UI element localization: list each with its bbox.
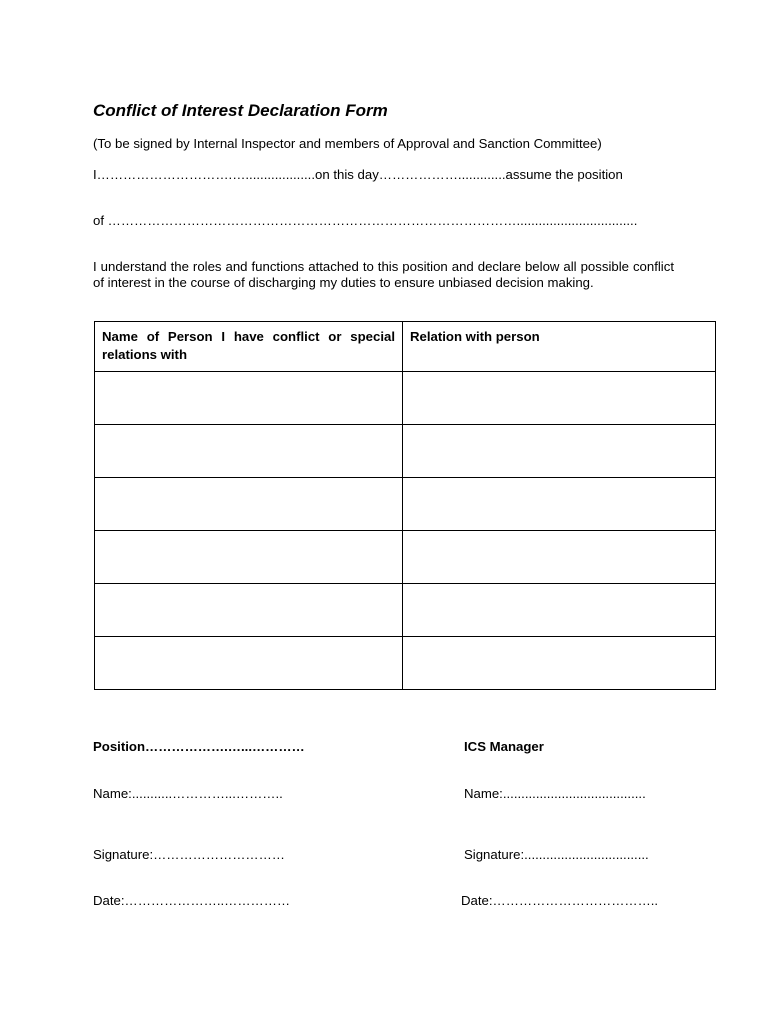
table-row (95, 637, 716, 690)
ics-manager-date-field: Date:……………………………….. (461, 893, 659, 908)
declarant-line: I………………………….…...................on this day……………….............assume the position (93, 167, 623, 182)
form-subtitle: (To be signed by Internal Inspector and members of Approval and Sanction Committee) (93, 136, 602, 151)
header-name-of-person (95, 322, 403, 372)
person-name-cell[interactable] (95, 584, 403, 637)
person-name-cell[interactable] (95, 425, 403, 478)
form-title: Conflict of Interest Declaration Form (93, 101, 388, 120)
relation-cell[interactable] (403, 372, 716, 425)
header-relation-label: Relation with person (410, 329, 540, 344)
person-name-cell[interactable] (95, 478, 403, 531)
relation-cell[interactable] (403, 425, 716, 478)
person-name-cell[interactable] (95, 531, 403, 584)
header-relation (403, 322, 716, 372)
person-name-cell[interactable] (95, 637, 403, 690)
table-row (95, 372, 716, 425)
table-header-row (95, 322, 716, 372)
ics-manager-name-field: Name:....................................... (464, 786, 646, 801)
position-heading: Position……………….…...………… (93, 739, 305, 754)
ics-manager-heading: ICS Manager (464, 739, 544, 754)
conflict-table (94, 321, 716, 690)
relation-cell[interactable] (403, 478, 716, 531)
declaration-paragraph: I understand the roles and functions attached to this position and declare below all possible conflict of interest in the course of discharging my duties to ensure unbiased decision making. (93, 259, 674, 290)
position-line: of …………………………………………………………………………………................................. (93, 213, 638, 228)
table-row (95, 584, 716, 637)
relation-cell[interactable] (403, 584, 716, 637)
header-name-of-person-label: Name of Person I have conflict or special relations with (102, 329, 395, 362)
position-name-field: Name:...........…………...……….. (93, 786, 283, 801)
relation-cell[interactable] (403, 637, 716, 690)
table-row (95, 478, 716, 531)
table-row (95, 425, 716, 478)
relation-cell[interactable] (403, 531, 716, 584)
ics-manager-signature-field: Signature:.................................. (464, 847, 649, 862)
position-signature-field: Signature:………………………… (93, 847, 285, 862)
table-row (95, 531, 716, 584)
person-name-cell[interactable] (95, 372, 403, 425)
position-date-field: Date:…………………..…………… (93, 893, 291, 908)
